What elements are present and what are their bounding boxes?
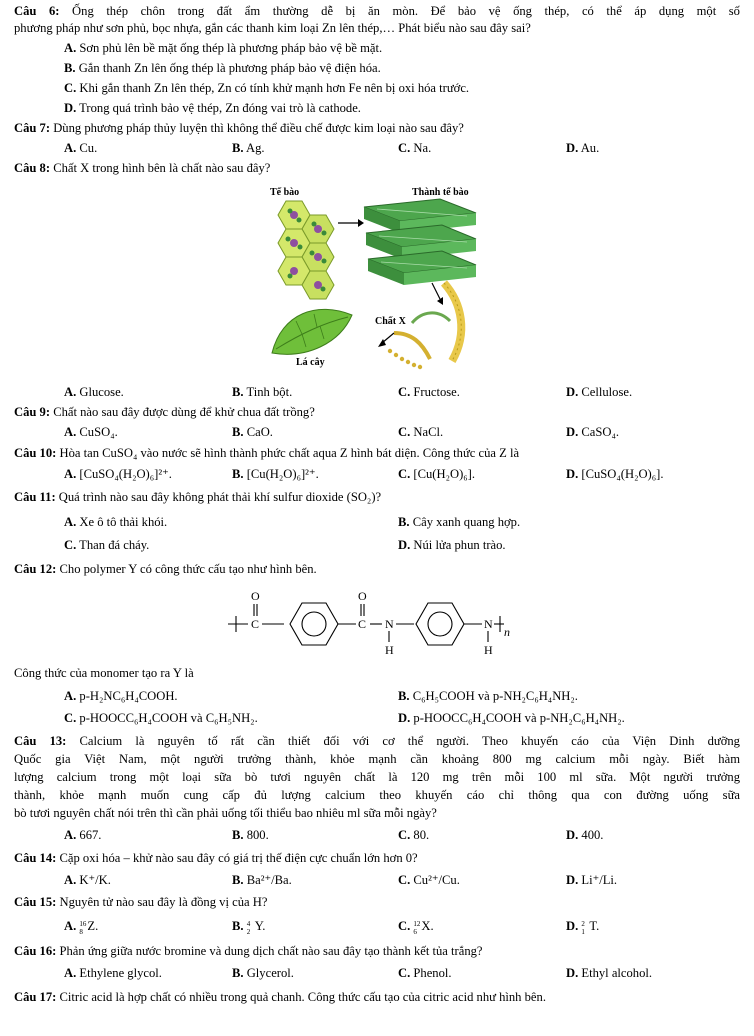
option-text: p-H₂NC₆H₄COOH. xyxy=(76,689,178,703)
option-letter: B. xyxy=(232,467,244,481)
q6-stem-line2: phương pháp như sơn phủ, bọc nhựa, gắn các thanh kim loại Zn lên thép,… Phát biểu nào sau đây sai? xyxy=(14,21,531,35)
label-cell: Tế bào xyxy=(270,187,300,198)
q9-option-c[interactable] xyxy=(398,425,443,440)
q14-option-c[interactable] xyxy=(398,873,460,888)
q11-option-d[interactable] xyxy=(398,538,506,553)
q14-stem-text: Cặp oxi hóa – khử nào sau đây có giá trị thế điện cực chuẩn lớn hơn 0? xyxy=(56,851,418,865)
q15-option-c[interactable] xyxy=(398,919,434,934)
option-letter: A. xyxy=(64,141,77,155)
q12-label: Câu 12: xyxy=(14,562,57,576)
option-letter: B. xyxy=(232,385,244,399)
option-text: Trong quá trình bảo vệ thép, Zn đóng vai trò là cathode. xyxy=(76,101,361,115)
q6-option-c[interactable] xyxy=(64,81,469,96)
repeat-subscript: n xyxy=(504,625,510,639)
option-letter: A. xyxy=(64,873,77,887)
q11-option-a[interactable] xyxy=(64,515,167,530)
option-letter: B. xyxy=(64,61,76,75)
q13-label: Câu 13: xyxy=(14,734,67,748)
option-text: Ethylene glycol. xyxy=(76,966,162,980)
q16-option-c[interactable] xyxy=(398,966,452,981)
option-letter: C. xyxy=(398,141,411,155)
q12-stem xyxy=(14,562,740,577)
option-text: Núi lửa phun trào. xyxy=(410,538,506,552)
q11-label: Câu 11: xyxy=(14,490,56,504)
mass-number: 12 xyxy=(413,920,421,928)
q11-stem-text: Quá trình nào sau đây không phát thải khí sulfur dioxide (SO₂)? xyxy=(55,490,382,504)
option-text: Than đá cháy. xyxy=(76,538,150,552)
q13-line-2: Quốc gia Việt Nam, một người trưởng thành, khỏe mạnh cần khoảng 800 mg calcium mỗi ngày. Biết hàm xyxy=(14,752,740,766)
q15-label: Câu 15: xyxy=(14,895,57,909)
option-letter: D. xyxy=(566,425,579,439)
isotope-notation xyxy=(246,920,255,936)
atom-o-1: O xyxy=(251,589,260,603)
q10-option-d[interactable] xyxy=(566,467,663,482)
q8-cellulose-figure xyxy=(262,183,488,373)
q11-stem xyxy=(14,490,740,505)
option-letter: C. xyxy=(398,966,411,980)
option-letter: D. xyxy=(566,467,579,481)
q6-option-b[interactable] xyxy=(64,61,381,76)
isotope-notation xyxy=(581,920,589,936)
q7-option-b[interactable] xyxy=(232,141,265,156)
q17-label: Câu 17: xyxy=(14,990,57,1004)
q13-line-4: thành, khỏe mạnh muốn cung cấp đủ lượng calcium theo khuyến cáo chỉ thông qua con đường uống sữa xyxy=(14,788,740,802)
option-text: Ethyl alcohol. xyxy=(578,966,653,980)
atom-c-1: C xyxy=(251,617,260,631)
option-letter: C. xyxy=(64,81,77,95)
q8-option-a[interactable] xyxy=(64,385,124,400)
option-text: CuSO₄. xyxy=(76,425,118,439)
q13-line-1 xyxy=(14,734,740,749)
q15-stem xyxy=(14,895,740,910)
option-letter: C. xyxy=(64,711,77,725)
option-letter: A. xyxy=(64,41,77,55)
q16-stem-text: Phản ứng giữa nước bromine và dung dịch chất nào sau đây tạo thành kết tủa trắng? xyxy=(56,944,483,958)
q14-stem xyxy=(14,851,740,866)
q15-option-b[interactable] xyxy=(232,919,265,934)
option-letter: A. xyxy=(64,828,77,842)
option-text: CaSO₄. xyxy=(578,425,620,439)
mass-number: 2 xyxy=(581,920,585,928)
option-text: Au. xyxy=(578,141,600,155)
q13-option-b[interactable] xyxy=(232,828,269,843)
option-text: Na. xyxy=(410,141,432,155)
option-letter: B. xyxy=(232,873,244,887)
q16-option-a[interactable] xyxy=(64,966,162,981)
atom-o-2: O xyxy=(358,589,367,603)
element-symbol: Y. xyxy=(254,919,266,933)
q7-option-c[interactable] xyxy=(398,141,431,156)
q15-stem-text: Nguyên tử nào sau đây là đồng vị của H? xyxy=(56,895,268,909)
option-text: Cu²⁺/Cu. xyxy=(410,873,460,887)
option-letter: B. xyxy=(398,689,410,703)
q9-stem xyxy=(14,405,740,420)
option-text: Khi gắn thanh Zn lên thép, Zn có tính khử mạnh hơn Fe nên bị oxi hóa trước. xyxy=(76,81,470,95)
option-letter: A. xyxy=(64,919,77,933)
q9-label: Câu 9: xyxy=(14,405,51,419)
q8-stem-text: Chất X trong hình bên là chất nào sau đây? xyxy=(50,161,271,175)
option-text: Phenol. xyxy=(410,966,452,980)
option-letter: D. xyxy=(566,828,579,842)
q8-label: Câu 8: xyxy=(14,161,51,175)
q16-stem xyxy=(14,944,740,959)
option-text: CaO. xyxy=(243,425,273,439)
option-text: [Cu(H₂O)₆]. xyxy=(410,467,475,481)
option-letter: A. xyxy=(64,689,77,703)
option-letter: C. xyxy=(398,873,411,887)
option-letter: B. xyxy=(232,919,244,933)
q10-option-b[interactable] xyxy=(232,467,319,482)
cell-wall-illustration xyxy=(364,199,476,285)
q13-line-3: lượng calcium trong một loại sữa bò tươi nguyên chất là 120 mg trên mỗi 100 ml sữa. Một người trưởng xyxy=(14,770,740,784)
option-text: [Cu(H₂O)₆]²⁺. xyxy=(243,467,319,481)
q17-stem-text: Citric acid là hợp chất có nhiều trong quả chanh. Công thức cấu tạo của citric acid như hình bên. xyxy=(56,990,546,1004)
option-letter: D. xyxy=(566,919,579,933)
option-text: 80. xyxy=(410,828,430,842)
option-text: Ba²⁺/Ba. xyxy=(243,873,292,887)
q17-stem xyxy=(14,990,740,1005)
q7-stem xyxy=(14,121,740,136)
q9-stem-text: Chất nào sau đây được dùng để khử chua đất trồng? xyxy=(50,405,315,419)
q12-option-a[interactable] xyxy=(64,689,178,704)
q10-option-c[interactable] xyxy=(398,467,475,482)
option-text: Glycerol. xyxy=(243,966,294,980)
atom-n-1: N xyxy=(385,617,394,631)
option-letter: A. xyxy=(64,467,77,481)
q10-stem xyxy=(14,446,740,461)
atomic-number: 2 xyxy=(246,928,251,936)
option-letter: A. xyxy=(64,966,77,980)
q9-option-b[interactable] xyxy=(232,425,273,440)
option-text: Cu. xyxy=(76,141,98,155)
atomic-number: 6 xyxy=(413,928,417,936)
label-leaf: Lá cây xyxy=(296,357,325,368)
option-text: C₆H₅COOH và p-NH₂C₆H₄NH₂. xyxy=(409,689,578,703)
q8-option-c[interactable] xyxy=(398,385,460,400)
q9-option-a[interactable] xyxy=(64,425,118,440)
option-letter: D. xyxy=(566,966,579,980)
q10-label: Câu 10: xyxy=(14,446,57,460)
option-text: Fructose. xyxy=(410,385,460,399)
q12-option-c[interactable] xyxy=(64,711,258,726)
option-text: Ag. xyxy=(243,141,265,155)
atom-h-2: H xyxy=(484,643,493,657)
option-letter: D. xyxy=(566,873,579,887)
option-letter: D. xyxy=(398,711,411,725)
option-text: Li⁺/Li. xyxy=(578,873,618,887)
option-text: p-HOOCC₆H₄COOH và C₆H₅NH₂. xyxy=(76,711,258,725)
option-letter: C. xyxy=(398,828,411,842)
option-letter: D. xyxy=(566,385,579,399)
leaf-illustration xyxy=(272,309,352,354)
option-letter: C. xyxy=(398,467,411,481)
q8-stem xyxy=(14,161,740,176)
isotope-notation xyxy=(79,920,87,936)
option-letter: A. xyxy=(64,425,77,439)
option-text: Cellulose. xyxy=(578,385,633,399)
option-text: Gắn thanh Zn lên ống thép là phương pháp bảo vệ điện hóa. xyxy=(75,61,381,75)
label-substance-x: Chất X xyxy=(375,316,406,327)
q7-option-a[interactable] xyxy=(64,141,97,156)
q14-option-b[interactable] xyxy=(232,873,292,888)
structure-atoms xyxy=(251,589,510,657)
leaf-cells-illustration xyxy=(278,201,334,299)
q9-option-d[interactable] xyxy=(566,425,619,440)
option-letter: B. xyxy=(232,141,244,155)
option-text: Sơn phủ lên bề mặt ống thép là phương pháp bảo vệ bề mặt. xyxy=(76,41,383,55)
option-text: Glucose. xyxy=(76,385,124,399)
option-letter: B. xyxy=(232,828,244,842)
option-letter: C. xyxy=(398,425,411,439)
q15-option-d[interactable] xyxy=(566,919,599,934)
option-text: NaCl. xyxy=(410,425,444,439)
atomic-number: 1 xyxy=(581,928,585,936)
option-letter: C. xyxy=(398,385,411,399)
element-symbol: T. xyxy=(589,919,600,933)
atomic-number: 8 xyxy=(79,928,83,936)
q7-option-d[interactable] xyxy=(566,141,599,156)
q11-option-b[interactable] xyxy=(398,515,520,530)
q14-option-d[interactable] xyxy=(566,873,617,888)
q16-option-b[interactable] xyxy=(232,966,294,981)
q6-option-a[interactable] xyxy=(64,41,382,56)
option-letter: C. xyxy=(398,919,411,933)
q11-option-c[interactable] xyxy=(64,538,149,553)
option-letter: A. xyxy=(64,385,77,399)
q12-sub-stem: Công thức của monomer tạo ra Y là xyxy=(14,666,194,680)
element-symbol: Z. xyxy=(87,919,99,933)
q12-polymer-structure xyxy=(226,586,516,662)
atom-h-1: H xyxy=(385,643,394,657)
q12-stem-text: Cho polymer Y có công thức cấu tạo như hình bên. xyxy=(56,562,317,576)
q6-label: Câu 6: xyxy=(14,4,60,18)
q15-option-a[interactable] xyxy=(64,919,98,934)
label-cell-wall: Thành tế bào xyxy=(412,187,469,198)
q10-option-a[interactable] xyxy=(64,467,172,482)
q14-option-a[interactable] xyxy=(64,873,111,888)
q13-option-c[interactable] xyxy=(398,828,429,843)
isotope-notation xyxy=(413,920,421,936)
option-letter: C. xyxy=(64,538,77,552)
q13-option-a[interactable] xyxy=(64,828,101,843)
q8-option-b[interactable] xyxy=(232,385,292,400)
q13-option-d[interactable] xyxy=(566,828,603,843)
option-text: Tinh bột. xyxy=(243,385,293,399)
option-letter: A. xyxy=(64,515,77,529)
option-letter: B. xyxy=(398,515,410,529)
q16-option-d[interactable] xyxy=(566,966,652,981)
q8-option-d[interactable] xyxy=(566,385,632,400)
option-letter: D. xyxy=(398,538,411,552)
q13-text-1: Calcium là nguyên tố rất cần thiết đối với cơ thể người. Theo khuyến cáo của Viện Dinh dưỡng xyxy=(66,734,740,748)
mass-number: 4 xyxy=(246,920,251,928)
option-text: 400. xyxy=(578,828,604,842)
option-letter: B. xyxy=(232,966,244,980)
q6-stem-text1: Ống thép chôn trong đất ẩm thường dễ bị ăn mòn. Để bảo vệ ống thép, có thể áp dụng một số xyxy=(59,4,740,18)
option-text: K⁺/K. xyxy=(76,873,111,887)
atom-c-2: C xyxy=(358,617,367,631)
q14-label: Câu 14: xyxy=(14,851,57,865)
q16-label: Câu 16: xyxy=(14,944,57,958)
q7-label: Câu 7: xyxy=(14,121,51,135)
mass-number: 16 xyxy=(79,920,87,928)
q12-option-b[interactable] xyxy=(398,689,578,704)
q12-structure-svg xyxy=(226,586,516,662)
q13-line-5: bò tươi nguyên chất nói trên thì cần phải uống tối thiểu bao nhiêu ml sữa mỗi ngày? xyxy=(14,806,437,820)
option-text: [CuSO₄(H₂O)₆]²⁺. xyxy=(76,467,172,481)
q6-stem-line1 xyxy=(14,4,740,19)
element-symbol: X. xyxy=(421,919,434,933)
atom-n-2: N xyxy=(484,617,493,631)
option-letter: B. xyxy=(232,425,244,439)
option-letter: D. xyxy=(566,141,579,155)
q7-stem-text: Dùng phương pháp thủy luyện thì không thể điều chế được kim loại nào sau đây? xyxy=(50,121,464,135)
q8-figure-svg xyxy=(262,183,488,373)
q6-option-d[interactable] xyxy=(64,101,361,116)
option-text: Cây xanh quang hợp. xyxy=(409,515,521,529)
q10-stem-text: Hòa tan CuSO₄ vào nước sẽ hình thành phức chất aqua Z hình bát diện. Công thức của Z là xyxy=(56,446,520,460)
option-letter: D. xyxy=(64,101,77,115)
option-text: 800. xyxy=(243,828,269,842)
option-text: 667. xyxy=(76,828,102,842)
option-text: p-HOOCC₆H₄COOH và p-NH₂C₆H₄NH₂. xyxy=(410,711,625,725)
option-text: [CuSO₄(H₂O)₆]. xyxy=(578,467,664,481)
q12-option-d[interactable] xyxy=(398,711,625,726)
option-text: Xe ô tô thải khói. xyxy=(76,515,168,529)
